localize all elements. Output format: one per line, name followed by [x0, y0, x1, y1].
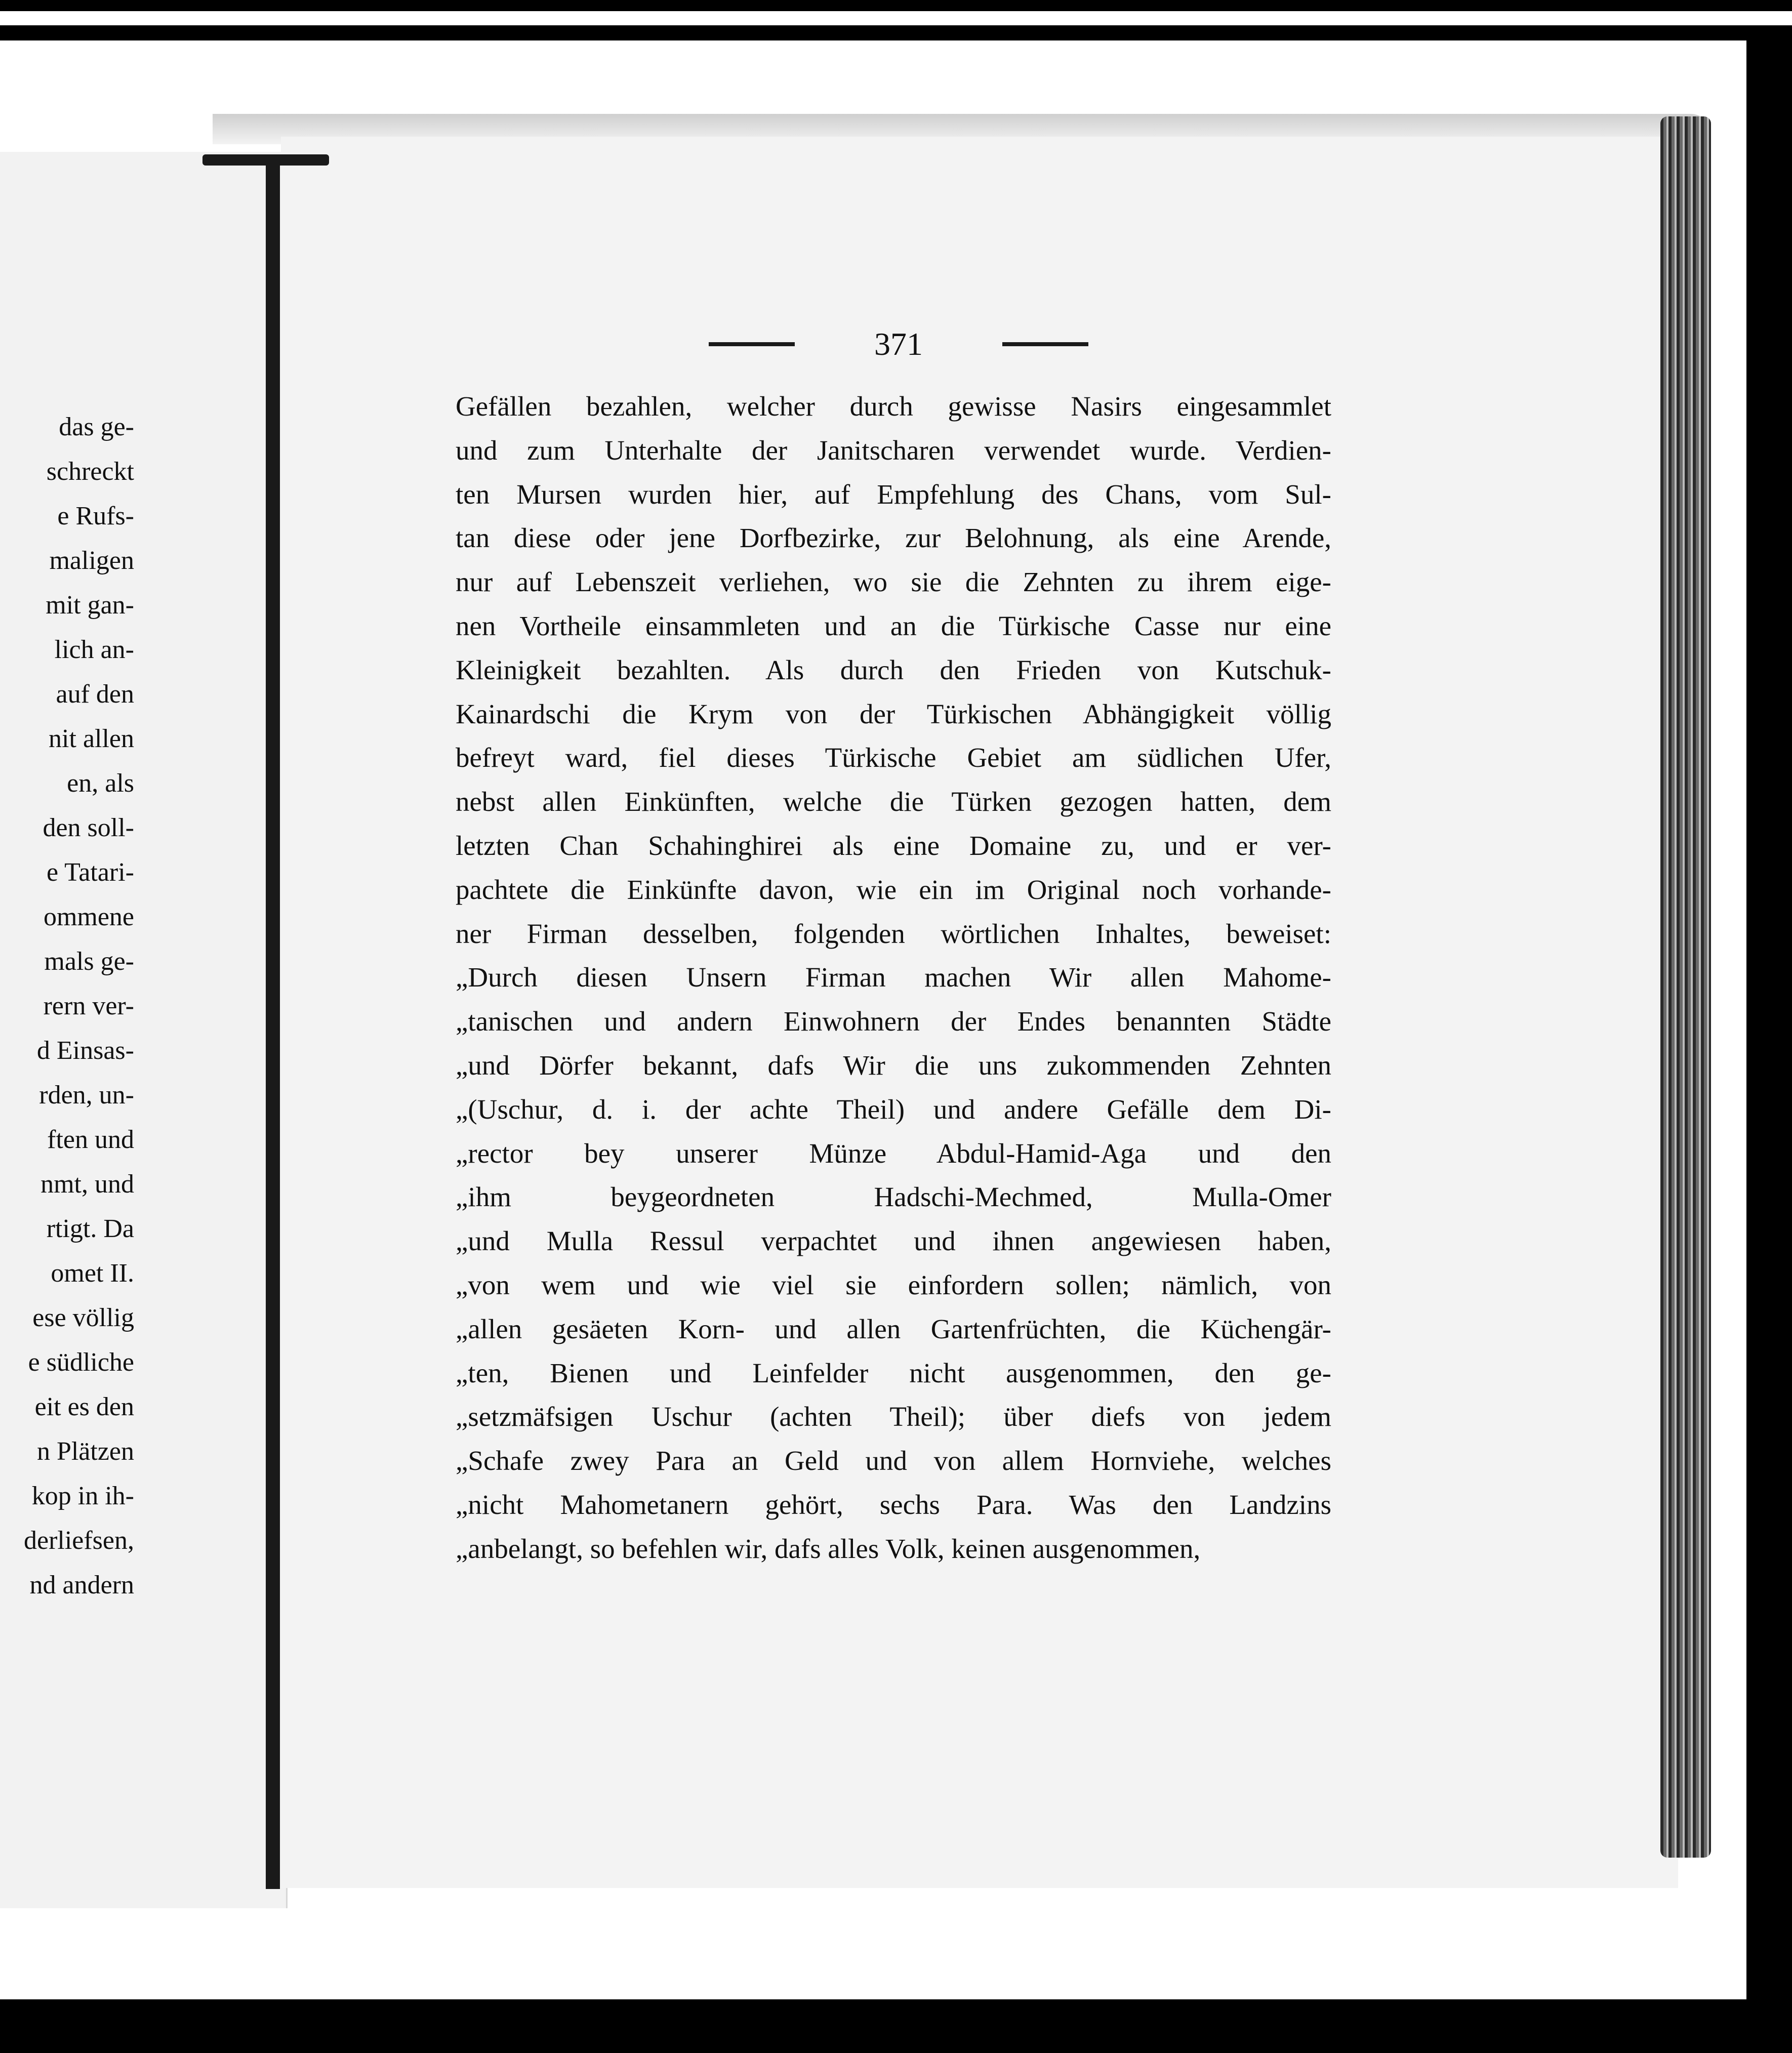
body-line: „ten, Bienen und Leinfelder nicht ausgenommen, den ge- — [456, 1357, 1331, 1388]
left-page-line: nd andern — [29, 1571, 134, 1599]
body-line: Kleinigkeit bezahlten. Als durch den Frieden von Kutschuk- — [456, 654, 1331, 685]
body-line: „Durch diesen Unsern Firman machen Wir allen Mahome- — [456, 962, 1331, 993]
left-page-line: ften und — [47, 1125, 134, 1154]
body-line: Gefällen bezahlen, welcher durch gewisse Nasirs eingesammlet — [456, 391, 1331, 422]
book-gutter — [266, 158, 280, 1889]
left-page-line: n Plätzen — [36, 1437, 134, 1466]
left-page-line: derliefsen, — [23, 1526, 134, 1555]
left-page-line: rden, un- — [39, 1081, 134, 1110]
body-line: „anbelangt, so befehlen wir, dafs alles Volk, keinen ausgenommen, — [456, 1533, 1201, 1564]
body-line: nebst allen Einkünften, welche die Türken gezogen hatten, dem — [456, 786, 1331, 817]
body-line: pachtete die Einkünfte davon, wie ein im Original noch vorhande- — [456, 874, 1331, 905]
left-page-line: auf den — [56, 680, 134, 709]
left-page-line: en, als — [67, 769, 134, 798]
body-line: „Schafe zwey Para an Geld und von allem Hornviehe, welches — [456, 1445, 1331, 1476]
left-page-line: d Einsas- — [36, 1036, 134, 1065]
body-line: „und Dörfer bekannt, dafs Wir die uns zukommenden Zehnten — [456, 1049, 1331, 1081]
body-text — [456, 385, 1331, 1571]
body-line: tan diese oder jene Dorfbezirke, zur Belohnung, als eine Arende, — [456, 522, 1331, 554]
left-page-line: omet II. — [51, 1259, 134, 1288]
left-page-line: lich an- — [54, 635, 134, 664]
body-line: „von wem und wie viel sie einfordern sollen; nämlich, von — [456, 1269, 1331, 1300]
left-page-line: ommene — [43, 902, 134, 931]
left-page-line: ese völlig — [32, 1303, 134, 1332]
left-page-line: den soll- — [43, 813, 134, 842]
left-page-line: e Rufs- — [57, 502, 134, 530]
body-line: ten Mursen wurden hier, auf Empfehlung des Chans, vom Sul- — [456, 478, 1331, 510]
body-line: letzten Chan Schahinghirei als eine Domaine zu, und er ver- — [456, 830, 1331, 861]
body-line: „ihm beygeordneten Hadschi-Mechmed, Mulla-Omer — [456, 1181, 1331, 1213]
left-page-line: schreckt — [46, 457, 134, 486]
left-page — [0, 152, 288, 1908]
body-line: „und Mulla Ressul verpachtet und ihnen angewiesen haben, — [456, 1225, 1331, 1257]
left-page-line: eit es den — [34, 1392, 134, 1421]
body-line: nur auf Lebenszeit verliehen, wo sie die Zehnten zu ihrem eige- — [456, 566, 1331, 598]
left-page-line: rern ver- — [43, 992, 134, 1020]
page-header — [709, 324, 1088, 364]
body-line: „nicht Mahometanern gehört, sechs Para. Was den Landzins — [456, 1489, 1331, 1520]
body-line: „tanischen und andern Einwohnern der Endes benannten Städte — [456, 1006, 1331, 1037]
body-line: „allen gesäeten Korn- und allen Gartenfrüchten, die Küchengär- — [456, 1313, 1331, 1344]
frame-right-bar — [1746, 40, 1792, 2009]
body-line: „rector bey unserer Münze Abdul-Hamid-Aga und den — [456, 1137, 1331, 1169]
left-page-line: nit allen — [49, 724, 134, 753]
left-page-line: rtigt. Da — [46, 1214, 134, 1243]
body-line: Kainardschi die Krym von der Türkischen Abhängigkeit völlig — [456, 698, 1331, 729]
frame-top-inner-bar — [0, 25, 1792, 40]
left-page-line: e Tatari- — [47, 858, 134, 887]
header-dash-left — [709, 342, 795, 346]
left-page-line: kop in ih- — [31, 1482, 134, 1510]
left-page-text — [0, 405, 134, 1608]
page-edge — [1660, 116, 1711, 1858]
body-line: und zum Unterhalte der Janitscharen verwendet wurde. Verdien- — [456, 434, 1331, 466]
body-line: ner Firman desselben, folgenden wörtlichen Inhaltes, beweiset: — [456, 918, 1331, 949]
left-page-line: mals ge- — [44, 947, 134, 976]
frame-top-bar — [0, 0, 1792, 11]
page-number: 371 — [874, 326, 923, 362]
left-page-line: das ge- — [59, 413, 134, 441]
left-page-line: e südliche — [28, 1348, 134, 1377]
left-page-line: maligen — [49, 546, 134, 575]
body-line: befreyt ward, fiel dieses Türkische Gebiet am südlichen Ufer, — [456, 742, 1331, 773]
body-line: „(Uschur, d. i. der achte Theil) und andere Gefälle dem Di- — [456, 1093, 1331, 1125]
body-line: „setzmäfsigen Uschur (achten Theil); über diefs von jedem — [456, 1401, 1331, 1432]
body-line: nen Vortheile einsammleten und an die Türkische Casse nur eine — [456, 610, 1331, 641]
left-page-line: mit gan- — [46, 591, 134, 620]
header-dash-right — [1002, 342, 1088, 346]
frame-bottom-bar — [0, 1999, 1792, 2053]
left-page-line: nmt, und — [40, 1170, 134, 1199]
